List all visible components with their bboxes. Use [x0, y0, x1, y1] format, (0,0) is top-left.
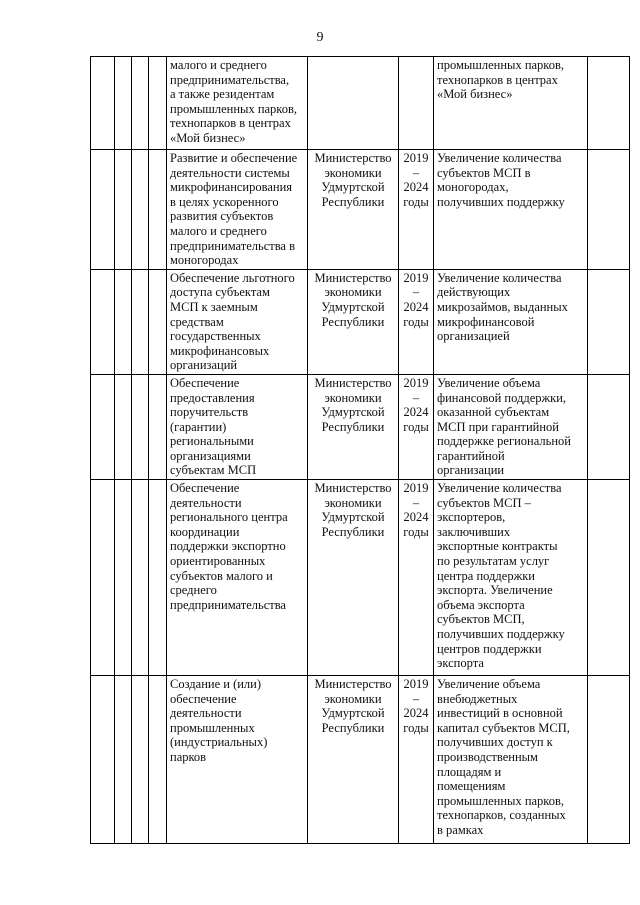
table-cell-empty: [588, 269, 630, 374]
table-cell-number: [91, 269, 115, 374]
event-text: Обеспечение деятельности регионального центра координации поддержки экспортно ориентированных субъектов малого и среднего предпринимательства: [170, 481, 288, 612]
responsible-text: Министерство экономики Удмуртской Республики: [314, 375, 392, 434]
table-cell-event: [167, 480, 308, 676]
table-cell-code: [115, 150, 132, 270]
event-text: Обеспечение предоставления поручительств (гарантии) региональными организациями субъектам МСП: [170, 375, 257, 478]
table-cell-code: [132, 374, 149, 479]
table-cell-event: [167, 57, 308, 150]
event-text: Развитие и обеспечение деятельности системы микрофинансирования в целях ускоренного развития субъектов малого и среднего предпринимательства в моногородах: [170, 151, 298, 268]
table-cell-number: [91, 150, 115, 270]
table-cell-result: [434, 150, 588, 270]
table-cell-period: [399, 480, 434, 676]
table-cell-code: [115, 374, 132, 479]
table-cell-result: [434, 480, 588, 676]
table-cell-code: [132, 57, 149, 150]
table-cell-code: [115, 269, 132, 374]
table-cell-event: [167, 676, 308, 844]
result-text: Увеличение объема финансовой поддержки, оказанной субъектам МСП при гарантийной поддержке региональной гарантийной организации: [437, 375, 571, 478]
table-row: [91, 676, 630, 844]
table-cell-result: [434, 269, 588, 374]
table-cell-responsible: [308, 150, 399, 270]
table-cell-empty: [588, 480, 630, 676]
period-text: 2019 – 2024 годы: [403, 151, 429, 209]
result-text: промышленных парков, технопарков в центрах «Мой бизнес»: [437, 58, 565, 102]
table-cell-code: [149, 374, 167, 479]
table-cell-code: [149, 269, 167, 374]
table-cell-result: [434, 676, 588, 844]
table-cell-code: [132, 150, 149, 270]
table-cell-number: [91, 480, 115, 676]
period-text: 2019 – 2024 годы: [403, 375, 429, 434]
table-row: [91, 374, 630, 479]
responsible-text: Министерство экономики Удмуртской Республики: [314, 481, 392, 539]
table-cell-period: [399, 676, 434, 844]
table-cell-period: [399, 57, 434, 150]
result-text: Увеличение объема внебюджетных инвестиций в основной капитал субъектов МСП, получивших доступ к производственным площадям и помещениям промышленных парков, технопарков, созданных в рамках: [437, 677, 570, 837]
table-cell-empty: [588, 374, 630, 479]
table-cell-code: [132, 480, 149, 676]
table-cell-code: [149, 480, 167, 676]
event-text: малого и среднего предпринимательства, а также резидентам промышленных парков, технопарков в центрах «Мой бизнес»: [170, 58, 298, 145]
page-number: 9: [316, 30, 324, 45]
table-cell-empty: [588, 150, 630, 270]
result-text: Увеличение количества субъектов МСП – экспортеров, заключивших экспортные контракты по результатам услуг центра поддержки экспорта. Увеличение объема экспорта субъектов МСП, получивших поддержку центров поддержки экспорта: [437, 481, 565, 671]
table-cell-result: [434, 57, 588, 150]
table-cell-period: [399, 269, 434, 374]
period-text: 2019 – 2024 годы: [403, 270, 429, 329]
table-cell-event: [167, 374, 308, 479]
period-text: 2019 – 2024 годы: [403, 481, 429, 539]
table-cell-number: [91, 374, 115, 479]
table-cell-number: [91, 57, 115, 150]
responsible-text: Министерство экономики Удмуртской Республики: [314, 151, 392, 209]
result-text: Увеличение количества субъектов МСП в моногородах, получивших поддержку: [437, 151, 565, 209]
table-cell-number: [91, 676, 115, 844]
period-text: 2019 – 2024 годы: [403, 677, 429, 735]
table-cell-code: [115, 676, 132, 844]
table-cell-responsible: [308, 374, 399, 479]
table-cell-responsible: [308, 57, 399, 150]
table-cell-empty: [588, 676, 630, 844]
table-cell-code: [149, 676, 167, 844]
table-row: [91, 269, 630, 374]
table-cell-period: [399, 150, 434, 270]
result-text: Увеличение количества действующих микрозаймов, выданных микрофинансовой организацией: [437, 270, 568, 344]
table-cell-period: [399, 374, 434, 479]
table-cell-responsible: [308, 269, 399, 374]
table-cell-code: [149, 150, 167, 270]
table-cell-empty: [588, 57, 630, 150]
table-row: [91, 480, 630, 676]
table-cell-code: [149, 57, 167, 150]
event-text: Создание и (или) обеспечение деятельности промышленных (индустриальных) парков: [170, 677, 268, 765]
table-cell-code: [132, 676, 149, 844]
table-cell-result: [434, 374, 588, 479]
table-row: [91, 57, 630, 150]
table-cell-event: [167, 150, 308, 270]
table-cell-responsible: [308, 480, 399, 676]
table-cell-event: [167, 269, 308, 374]
table-cell-code: [132, 269, 149, 374]
event-text: Обеспечение льготного доступа субъектам МСП к заемным средствам государственных микрофинансовых организаций: [170, 270, 295, 373]
responsible-text: Министерство экономики Удмуртской Республики: [314, 270, 392, 329]
responsible-text: Министерство экономики Удмуртской Республики: [314, 677, 392, 735]
table-row: [91, 150, 630, 270]
table-cell-code: [115, 57, 132, 150]
table-cell-responsible: [308, 676, 399, 844]
measures-table: [90, 56, 630, 844]
table-cell-code: [115, 480, 132, 676]
